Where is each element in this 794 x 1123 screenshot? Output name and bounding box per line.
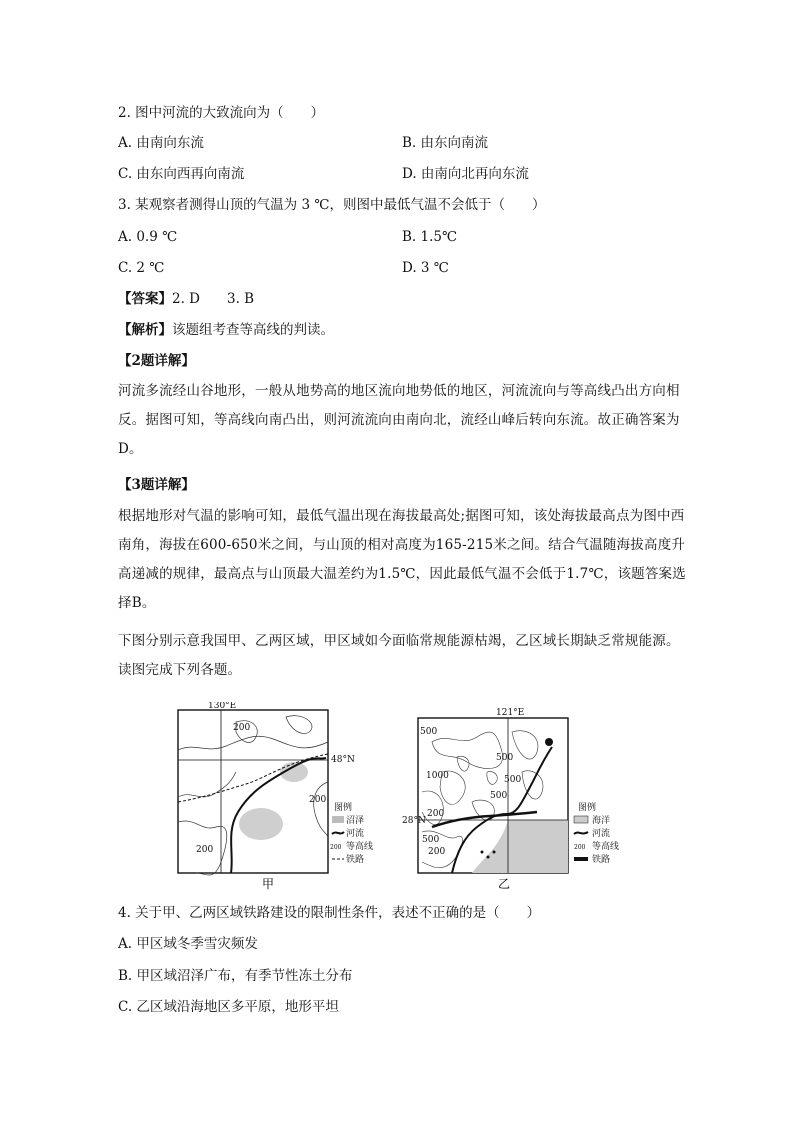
yi-legend-contour-sample: 200 (574, 844, 586, 851)
answer-line (118, 289, 254, 309)
q2-option-a: A. 由南向东流 (118, 135, 204, 151)
yi-legend-item-river: 河流 (592, 829, 611, 839)
yi-contour-label-1: 500 (420, 727, 438, 737)
q2-option-b: B. 由东向南流 (402, 135, 489, 151)
yi-contour-label-3: 1000 (426, 771, 449, 781)
analysis-tag: 【解析】 (118, 322, 172, 338)
q2-stem: 2. 图中河流的大致流向为（ ） (118, 105, 325, 121)
jia-contour-label-2: 200 (309, 795, 327, 805)
q2-option-c: C. 由东向西再向南流 (118, 166, 245, 182)
yi-contour-label-5: 500 (490, 791, 508, 801)
q3-option-d: D. 3 ℃ (402, 260, 449, 276)
jia-legend-marsh-swatch (332, 816, 344, 823)
yi-legend-title: 图例 (578, 803, 597, 813)
jia-contour-label-3: 200 (196, 845, 214, 855)
yi-contour-label-4: 500 (504, 775, 522, 785)
analysis-line (118, 320, 334, 340)
jia-caption: 甲 (262, 877, 275, 891)
yi-contour-label-7: 500 (422, 835, 440, 845)
yi-lon-label: 121°E (496, 708, 525, 718)
jia-contour-label-1: 200 (233, 723, 251, 733)
jia-legend-river-swatch (332, 832, 344, 834)
q2-option-d: D. 由南向北再向东流 (402, 166, 529, 182)
yi-caption: 乙 (498, 877, 511, 891)
jia-legend-title: 图例 (334, 803, 353, 813)
yi-legend-item-rail: 铁路 (592, 855, 611, 865)
q3-option-a: A. 0.9 ℃ (118, 229, 178, 245)
q4-stem: 4. 关于甲、乙两区域铁路建设的限制性条件，表述不正确的是（ ） (118, 905, 541, 921)
answer-text: 2. D 3. B (172, 291, 255, 307)
q3-option-c: C. 2 ℃ (118, 260, 165, 276)
q4-option-a: A. 甲区域冬季雪灾频发 (118, 936, 258, 952)
yi-legend-item-sea: 海洋 (592, 816, 611, 826)
q3-option-b: B. 1.5℃ (402, 229, 458, 245)
map-yi (402, 702, 642, 892)
analysis-text: 该题组考查等高线的判读。 (172, 322, 334, 338)
intro-text: 下图分别示意我国甲、乙两区域，甲区域如今面临常规能源枯竭，乙区域长期缺乏常规能源。读图完成下列各题。 (118, 633, 680, 678)
jia-legend-item-river: 河流 (346, 829, 365, 839)
yi-contour-label-2: 500 (496, 753, 514, 763)
yi-legend-sea-swatch (574, 816, 588, 823)
q4-option-b: B. 甲区域沼泽广布，有季节性冻土分布 (118, 968, 353, 984)
answer-tag: 【答案】 (118, 291, 172, 307)
q4-option-c: C. 乙区域沿海地区多平原，地形平坦 (118, 999, 339, 1015)
jia-legend-item-rail: 铁路 (346, 855, 365, 865)
detail2-text: 河流多流经山谷地形，一般从地势高的地区流向地势低的地区，河流流向与等高线凸出方向相反。据图可知，等高线向南凸出，则河流流向由南向北，流经山峰后转向东流。故正确答案为D。 (118, 383, 680, 457)
yi-legend-river-swatch (574, 832, 588, 834)
jia-legend-item-marsh: 沼泽 (346, 816, 365, 826)
yi-legend-item-contour: 等高线 (592, 842, 620, 852)
yi-legend-rail-swatch (574, 857, 588, 861)
yi-contour-label-6: 200 (427, 809, 445, 819)
jia-lat-label: 48°N (331, 755, 355, 765)
yi-lat-label: 28°N (402, 816, 426, 826)
detail3-title: 【3题详解】 (118, 477, 195, 493)
jia-lon-label: 130°E (208, 702, 237, 711)
q3-stem: 3. 某观察者测得山顶的气温为 3 ℃，则图中最低气温不会低于（ ） (118, 197, 546, 213)
detail3-text: 根据地形对气温的影响可知，最低气温出现在海拔最高处;据图可知，该处海拔最高点为图中西南角，海拔在600-650米之间，与山顶的相对高度为165-215米之间。结合气温随海拔高度升高递减的规律，最高点与山顶最大温差约为1.5℃，因此最低气温不会低于1.7℃，该题答案选择B。 (118, 508, 686, 611)
yi-contour-label-8: 200 (428, 847, 446, 857)
detail2-title: 【2题详解】 (118, 353, 195, 369)
jia-legend-item-contour: 等高线 (346, 842, 374, 852)
jia-legend-contour-sample: 200 (330, 844, 342, 851)
map-jia (176, 702, 376, 892)
